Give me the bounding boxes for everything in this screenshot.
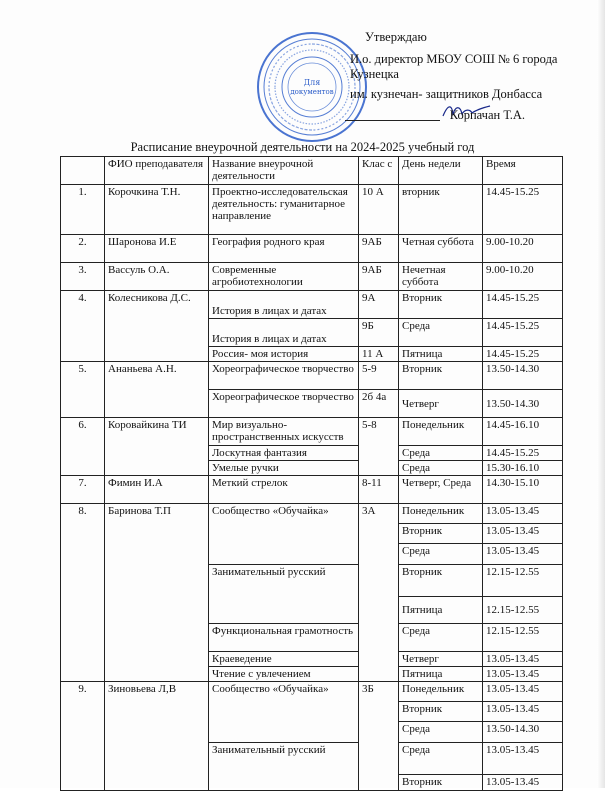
day-cell: Вторник <box>399 775 483 791</box>
time-cell: 9.00-10.20 <box>483 263 563 291</box>
row-num: 2. <box>61 235 105 263</box>
activity-cell: Современные агробиотехнологии <box>209 263 359 291</box>
activity-cell: Россия- моя история <box>209 347 359 362</box>
header-time: Время <box>483 157 563 185</box>
teacher-cell: Коровайкина ТИ <box>105 418 209 476</box>
table-row <box>61 185 563 235</box>
class-cell: 9Б <box>359 319 399 347</box>
time-cell: 9.00-10.20 <box>483 235 563 263</box>
time-cell: 14.45-15.25 <box>483 291 563 319</box>
activity-cell: Умелые ручки <box>209 461 359 476</box>
approval-signer: Корпачан Т.А. <box>449 108 525 122</box>
approval-title: Утверждаю <box>365 30 427 44</box>
teacher-cell: Вассуль О.А. <box>105 263 209 291</box>
time-cell: 12.15-12.55 <box>483 565 563 597</box>
day-cell: Среда <box>399 743 483 775</box>
day-cell: Пятница <box>399 597 483 624</box>
row-num: 7. <box>61 476 105 504</box>
time-cell: 14.45-15.25 <box>483 347 563 362</box>
activity-cell: География родного края <box>209 235 359 263</box>
document-heading: Расписание внеурочной деятельности на 2024-2025 учебный год <box>130 140 475 154</box>
table-row <box>61 476 563 504</box>
day-cell: Четверг <box>399 390 483 418</box>
time-cell: 12.15-12.55 <box>483 597 563 624</box>
day-cell: Среда <box>399 722 483 743</box>
day-cell: Четверг, Среда <box>399 476 483 504</box>
class-cell: 2б 4а <box>359 390 399 418</box>
day-cell: Понедельник <box>399 504 483 524</box>
teacher-cell: Зиновьева Л,В <box>105 682 209 791</box>
day-cell: Среда <box>399 319 483 347</box>
class-cell: 10 А <box>359 185 399 235</box>
header-teacher: ФИО преподавателя <box>105 157 209 185</box>
row-num: 6. <box>61 418 105 476</box>
header-num <box>61 157 105 185</box>
table-row <box>61 418 563 446</box>
approval-line-1: И.о. директор МБОУ СОШ № 6 города <box>350 52 558 66</box>
teacher-cell: Корочкина Т.Н. <box>105 185 209 235</box>
time-cell: 13.05-13.45 <box>483 702 563 722</box>
day-cell: Вторник <box>399 565 483 597</box>
day-cell: Вторник <box>399 702 483 722</box>
day-cell: Понедельник <box>399 418 483 446</box>
time-cell: 13.50-14.30 <box>483 722 563 743</box>
table-row <box>61 504 563 524</box>
activity-cell: Лоскутная фантазия <box>209 446 359 461</box>
class-cell: 11 А <box>359 347 399 362</box>
class-cell: 3А <box>359 504 399 682</box>
teacher-cell: Баринова Т.П <box>105 504 209 682</box>
day-cell: Среда <box>399 624 483 652</box>
time-cell: 13.05-13.45 <box>483 504 563 524</box>
time-cell: 14.45-15.25 <box>483 185 563 235</box>
table-header-row <box>61 157 563 185</box>
day-cell: Понедельник <box>399 682 483 702</box>
table-row <box>61 291 563 319</box>
day-cell: Пятница <box>399 667 483 682</box>
day-cell: Вторник <box>399 524 483 544</box>
time-cell: 14.45-15.25 <box>483 319 563 347</box>
svg-text:документов: документов <box>290 88 334 96</box>
table-row <box>61 682 563 702</box>
header-class: Клас с <box>359 157 399 185</box>
teacher-cell: Шаронова И.Е <box>105 235 209 263</box>
row-num: 4. <box>61 291 105 362</box>
row-num: 5. <box>61 362 105 418</box>
activity-cell: Чтение с увлечением <box>209 667 359 682</box>
day-cell: Пятница <box>399 347 483 362</box>
activity-cell: Сообщество «Обучайка» <box>209 682 359 743</box>
activity-cell: Функциональная грамотность <box>209 624 359 652</box>
day-cell: Среда <box>399 544 483 565</box>
row-num: 8. <box>61 504 105 682</box>
day-cell: вторник <box>399 185 483 235</box>
day-cell: Среда <box>399 461 483 476</box>
approval-line-2: Кузнецка <box>350 67 399 81</box>
time-cell: 13.05-13.45 <box>483 667 563 682</box>
time-cell: 13.50-14.30 <box>483 362 563 390</box>
class-cell: 5-8 <box>359 418 399 476</box>
time-cell: 13.05-13.45 <box>483 775 563 791</box>
schedule-table <box>60 156 563 791</box>
row-num: 1. <box>61 185 105 235</box>
time-cell: 13.05-13.45 <box>483 524 563 544</box>
day-cell: Вторник <box>399 291 483 319</box>
table-row <box>61 362 563 390</box>
day-cell: Нечетная суббота <box>399 263 483 291</box>
activity-cell: Меткий стрелок <box>209 476 359 504</box>
teacher-cell: Колесникова Д.С. <box>105 291 209 362</box>
time-cell: 14.45-16.10 <box>483 418 563 446</box>
time-cell: 13.05-13.45 <box>483 682 563 702</box>
activity-cell: Проектно-исследовательская деятельность: гуманитарное направление <box>209 185 359 235</box>
time-cell: 12.15-12.55 <box>483 624 563 652</box>
teacher-cell: Фимин И.А <box>105 476 209 504</box>
day-cell: Четверг <box>399 652 483 667</box>
day-cell: Четная суббота <box>399 235 483 263</box>
class-cell: 9АБ <box>359 235 399 263</box>
activity-cell: Хореографическое творчество <box>209 390 359 418</box>
class-cell: 9АБ <box>359 263 399 291</box>
time-cell: 13.05-13.45 <box>483 544 563 565</box>
time-cell: 13.50-14.30 <box>483 390 563 418</box>
activity-cell: Занимательный русский <box>209 565 359 624</box>
stamp-text: Для <box>303 78 321 87</box>
table-row <box>61 235 563 263</box>
activity-cell: Сообщество «Обучайка» <box>209 504 359 565</box>
class-cell: 3Б <box>359 682 399 791</box>
header-activity: Название внеурочной деятельности <box>209 157 359 185</box>
approval-line-3: им. кузнечан- защитников Донбасса <box>350 87 543 101</box>
table-row <box>61 263 563 291</box>
day-cell: Среда <box>399 446 483 461</box>
activity-cell: Занимательный русский <box>209 743 359 791</box>
time-cell: 14.45-15.25 <box>483 446 563 461</box>
scan-edge-shadow <box>597 0 605 788</box>
header-day: День недели <box>399 157 483 185</box>
time-cell: 15.30-16.10 <box>483 461 563 476</box>
time-cell: 14.30-15.10 <box>483 476 563 504</box>
row-num: 3. <box>61 263 105 291</box>
activity-cell: Краеведение <box>209 652 359 667</box>
activity-cell: История в лицах и датах <box>209 319 359 347</box>
time-cell: 13.05-13.45 <box>483 652 563 667</box>
time-cell: 13.05-13.45 <box>483 743 563 775</box>
teacher-cell: Ананьева А.Н. <box>105 362 209 418</box>
activity-cell: Мир визуально-пространственных искусств <box>209 418 359 446</box>
class-cell: 5-9 <box>359 362 399 390</box>
activity-cell: История в лицах и датах <box>209 291 359 319</box>
day-cell: Вторник <box>399 362 483 390</box>
class-cell: 8-11 <box>359 476 399 504</box>
class-cell: 9А <box>359 291 399 319</box>
row-num: 9. <box>61 682 105 791</box>
activity-cell: Хореографическое творчество <box>209 362 359 390</box>
